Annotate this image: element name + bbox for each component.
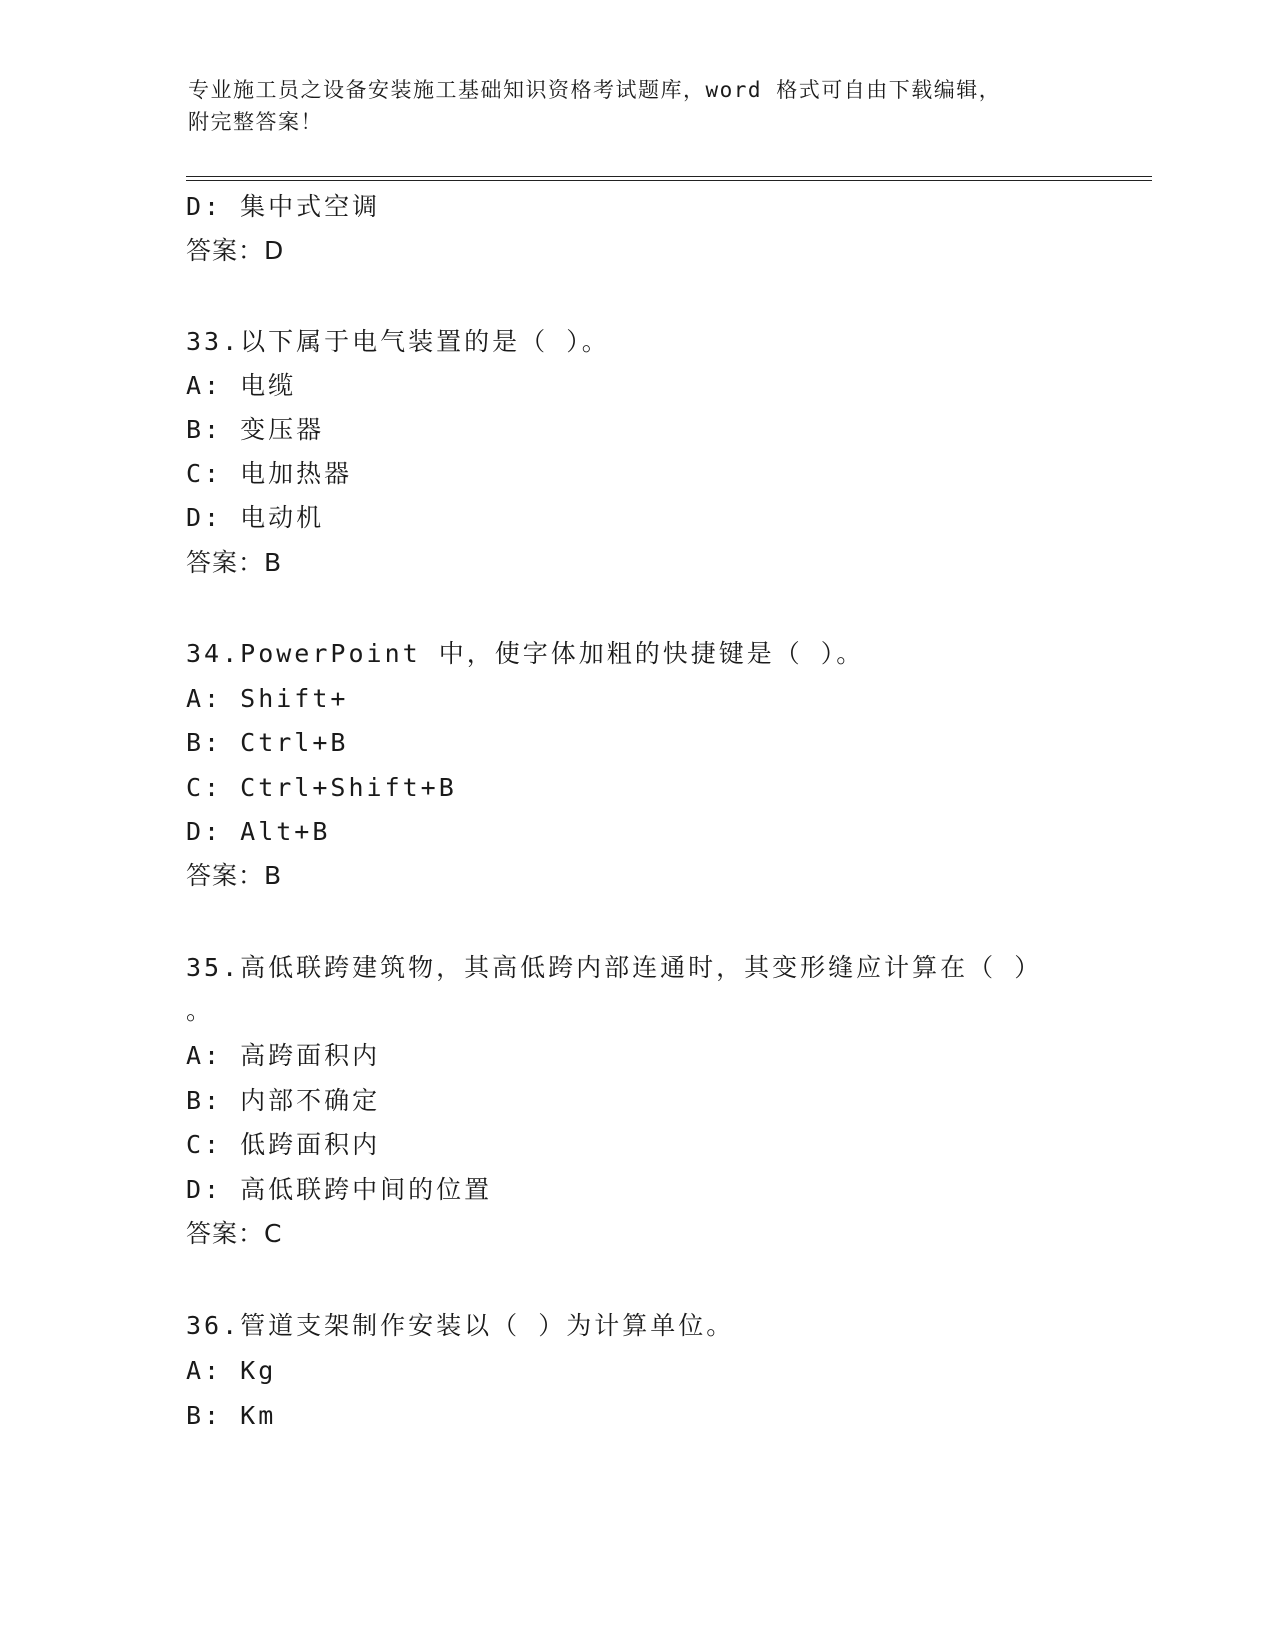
q33-option-d: D: 电动机 [186, 503, 325, 532]
q34-answer: 答案：B [186, 861, 283, 890]
q35-option-b: B: 内部不确定 [186, 1086, 381, 1115]
question-35: 35.高低联跨建筑物，其高低跨内部连通时，其变形缝应计算在（ ） [186, 953, 1043, 982]
q35-option-d: D: 高低联跨中间的位置 [186, 1175, 493, 1204]
question-33: 33.以下属于电气装置的是（ ）。 [186, 327, 610, 356]
q33-option-c: C: 电加热器 [186, 459, 353, 488]
q33-option-a: A: 电缆 [186, 371, 297, 400]
question-34: 34.PowerPoint 中，使字体加粗的快捷键是（ ）。 [186, 639, 865, 668]
header-line-1: 专业施工员之设备安装施工基础知识资格考试题库，word 格式可自由下载编辑， [188, 78, 1002, 102]
q35-answer: 答案：C [186, 1219, 283, 1248]
question-36: 36.管道支架制作安装以（ ）为计算单位。 [186, 1311, 735, 1340]
q35-option-c: C: 低跨面积内 [186, 1130, 381, 1159]
q33-answer: 答案：B [186, 548, 283, 577]
q34-option-d: D: Alt+B [186, 817, 331, 846]
answer-label: 答案：D [186, 236, 285, 265]
q35-option-a: A: 高跨面积内 [186, 1041, 381, 1070]
header-line-2: 附完整答案！ [188, 110, 323, 134]
document-header [188, 74, 1088, 138]
q34-option-c: C: Ctrl+Shift+B [186, 773, 457, 802]
header-divider [186, 176, 1152, 181]
q34-option-b: B: Ctrl+B [186, 728, 349, 757]
q33-option-b: B: 变压器 [186, 415, 325, 444]
question-35-continuation: 。 [186, 996, 215, 1025]
option-d: D: 集中式空调 [186, 192, 381, 221]
q34-option-a: A: Shift+ [186, 684, 349, 713]
q36-option-b: B: Km [186, 1401, 277, 1430]
q36-option-a: A: Kg [186, 1356, 277, 1385]
